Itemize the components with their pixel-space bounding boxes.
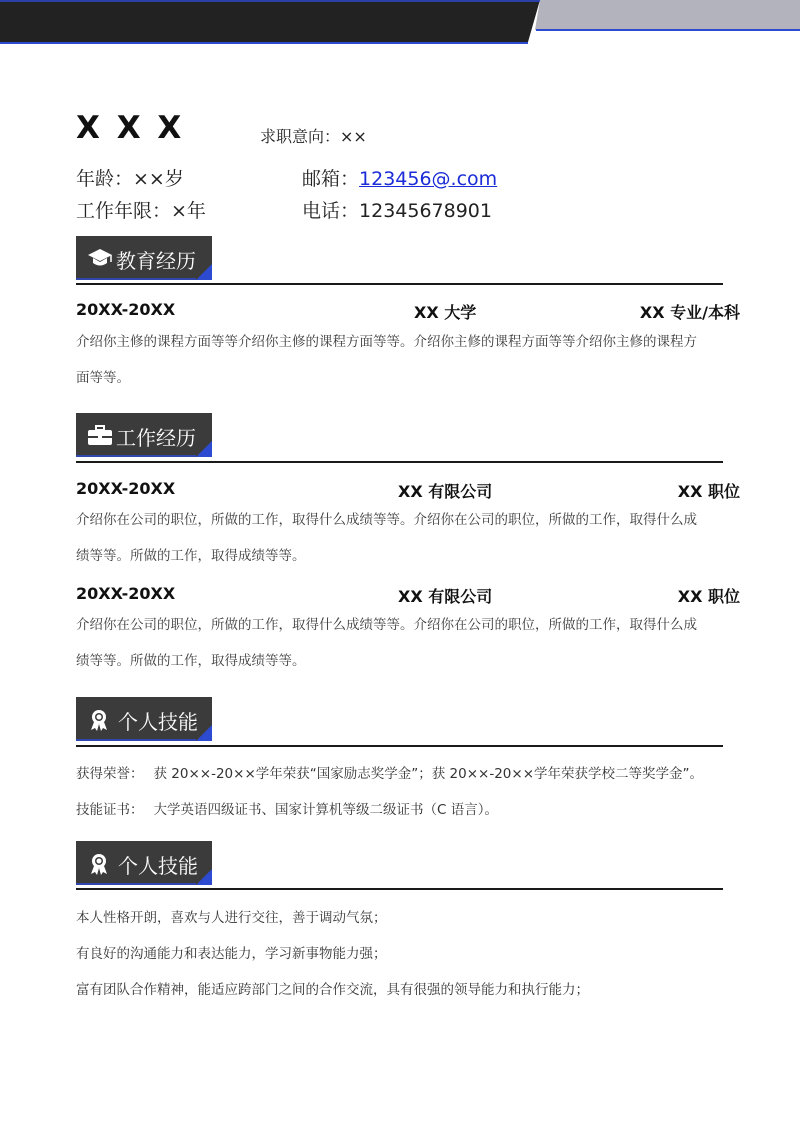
years-value: ×年 [171,200,206,222]
education-desc-line-2: 面等等。 [76,370,130,386]
email-row [302,164,497,191]
section-education-header [76,236,212,280]
trait-line: 本人性格开朗，喜欢与人进行交往，善于调动气氛； [76,910,387,926]
section-skills-header [76,697,212,741]
age-row [76,164,184,191]
header-bar [0,0,800,44]
honor-row [76,762,703,782]
work-desc-line-2: 绩等等。所做的工作，取得成绩等等。 [76,653,306,669]
work-desc-line-1: 介绍你在公司的职位，所做的工作，取得什么成绩等等。介绍你在公司的职位，所做的工作，取得什么成 [76,512,697,528]
section-skills-title: 个人技能 [118,710,198,734]
work-position: XX 职位 [677,587,740,606]
age-value: ××岁 [133,168,184,190]
section-traits-header [76,841,212,885]
work-entry [76,584,740,608]
education-period: 20XX-20XX [76,300,176,319]
section-work-header [76,413,212,457]
phone-value: 12345678901 [359,200,492,222]
section-divider [76,888,723,890]
work-position: XX 职位 [677,482,740,501]
education-school: XX 大学 [414,303,477,322]
section-traits-title: 个人技能 [118,854,198,878]
certificate-row [76,798,498,818]
age-label: 年龄： [76,168,134,190]
work-desc-line-2: 绩等等。所做的工作，取得成绩等等。 [76,548,306,564]
certificate-label: 技能证书： [76,802,144,818]
trait-line: 富有团队合作精神，能适应跨部门之间的合作交流，具有很强的领导能力和执行能力； [76,982,589,998]
work-company: XX 有限公司 [398,482,493,501]
trait-line: 有良好的沟通能力和表达能力，学习新事物能力强； [76,946,387,962]
phone-row [302,196,492,223]
job-intent-label: 求职意向： [260,127,341,146]
education-entry [76,300,740,324]
section-divider [76,461,723,463]
email-label: 邮箱： [302,168,360,190]
section-divider [76,283,723,285]
job-intent [260,124,367,147]
section-work-title: 工作经历 [116,426,196,450]
job-intent-value: ×× [340,127,367,146]
work-description [76,607,736,679]
work-company: XX 有限公司 [398,587,493,606]
work-description [76,502,736,574]
work-period: 20XX-20XX [76,479,176,498]
work-desc-line-1: 介绍你在公司的职位，所做的工作，取得什么成绩等等。介绍你在公司的职位，所做的工作，取得什么成 [76,617,697,633]
education-desc-line-1: 介绍你主修的课程方面等等介绍你主修的课程方面等等。介绍你主修的课程方面等等介绍你主修的课程方 [76,334,697,350]
section-education-title: 教育经历 [116,249,196,273]
phone-label: 电话： [302,200,360,222]
section-divider [76,745,723,747]
years-label: 工作年限： [76,200,172,222]
honor-label: 获得荣誉： [76,766,144,782]
honor-value: 获 20××-20××学年荣获“国家励志奖学金”；获 20××-20××学年荣获学校二等奖学金”。 [153,766,704,782]
candidate-name: X X X [76,110,185,146]
education-major: XX 专业/本科 [639,303,740,322]
work-entry [76,479,740,503]
work-period: 20XX-20XX [76,584,176,603]
years-row [76,196,206,223]
education-description [76,324,736,396]
email-link[interactable]: 123456@.com [359,168,498,190]
certificate-value: 大学英语四级证书、国家计算机等级二级证书（C 语言）。 [153,802,498,818]
